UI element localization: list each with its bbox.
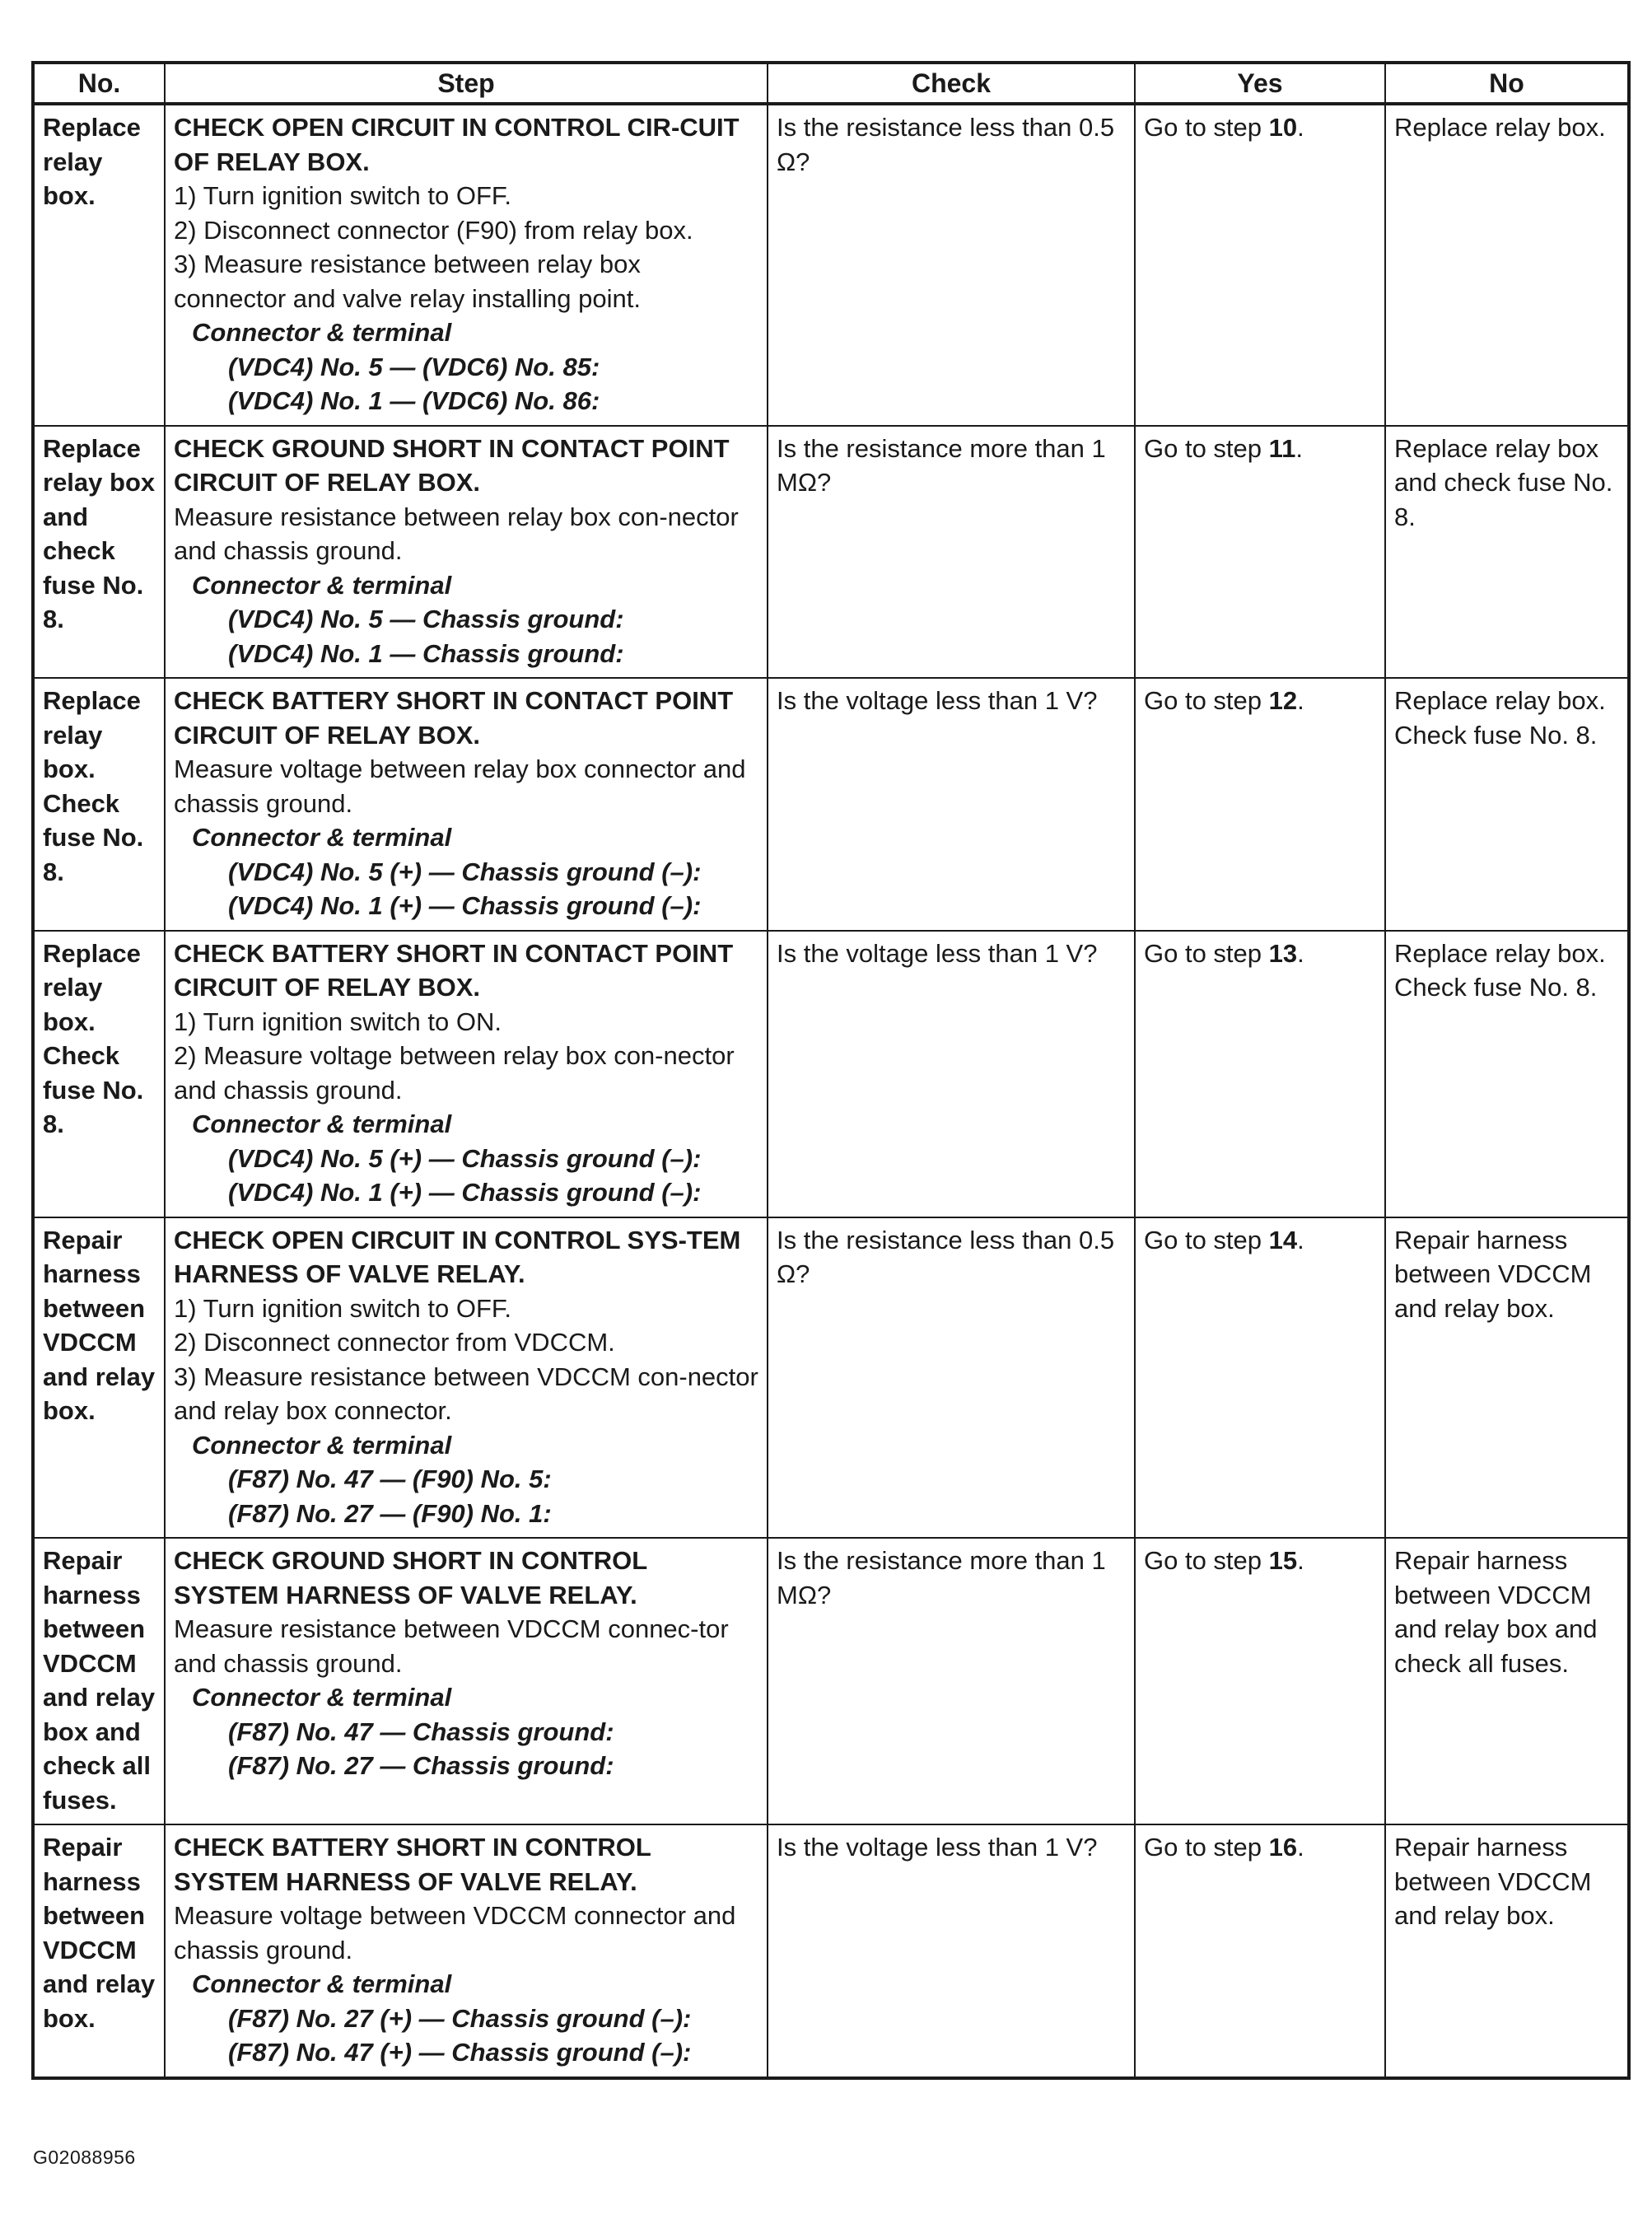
terminal-spec: (VDC4) No. 1 (+) — Chassis ground (–): bbox=[228, 1178, 702, 1207]
step-description bbox=[165, 678, 768, 931]
step-description bbox=[165, 1824, 768, 2078]
check-question: Is the resistance less than 0.5 Ω? bbox=[768, 104, 1135, 426]
yes-action-suffix: . bbox=[1297, 938, 1304, 968]
connector-terminal-label: Connector & terminal bbox=[192, 1110, 452, 1138]
terminal-spec: (F87) No. 47 — (F90) No. 5: bbox=[228, 1465, 552, 1493]
no-action: Repair harness between VDCCM and relay box and check all fuses. bbox=[1385, 1538, 1629, 1824]
connector-terminal-label: Connector & terminal bbox=[192, 318, 452, 347]
table-header-row bbox=[33, 63, 1629, 104]
check-question: Is the resistance more than 1 MΩ? bbox=[768, 426, 1135, 679]
terminal-spec: (F87) No. 47 (+) — Chassis ground (–): bbox=[228, 2038, 692, 2067]
yes-action bbox=[1135, 931, 1385, 1217]
terminal-spec: (VDC4) No. 5 (+) — Chassis ground (–): bbox=[228, 857, 702, 886]
step-instruction: 3) Measure resistance between VDCCM con-nector and relay box connector. bbox=[174, 1362, 758, 1425]
yes-next-step: 10 bbox=[1268, 113, 1298, 142]
step-instruction: 3) Measure resistance between relay box connector and valve relay installing point. bbox=[174, 250, 641, 313]
yes-next-step: 14 bbox=[1268, 1225, 1298, 1254]
terminal-spec: (VDC4) No. 5 (+) — Chassis ground (–): bbox=[228, 1143, 702, 1173]
yes-next-step: 13 bbox=[1268, 938, 1298, 968]
terminal-spec: (F87) No. 47 — Chassis ground: bbox=[228, 1717, 614, 1746]
yes-action bbox=[1135, 104, 1385, 426]
table-body bbox=[33, 104, 1629, 2078]
diagnostic-procedure-document bbox=[31, 61, 1627, 2080]
header-no-result: No bbox=[1385, 63, 1629, 104]
terminal-spec: (VDC4) No. 5 — Chassis ground: bbox=[228, 605, 624, 633]
yes-action-suffix: . bbox=[1297, 113, 1304, 142]
header-yes: Yes bbox=[1135, 63, 1385, 104]
check-question: Is the resistance more than 1 MΩ? bbox=[768, 1538, 1135, 1824]
step-instruction: 1) Turn ignition switch to OFF. bbox=[174, 181, 512, 210]
yes-action bbox=[1135, 678, 1385, 931]
step-title: CHECK GROUND SHORT IN CONTACT POINT CIRCUIT OF RELAY BOX. bbox=[174, 433, 730, 497]
step-instruction: Measure voltage between VDCCM connector and chassis ground. bbox=[174, 1901, 736, 1964]
terminal-spec: (VDC4) No. 1 — (VDC6) No. 86: bbox=[228, 386, 600, 415]
step-title: CHECK GROUND SHORT IN CONTROL SYSTEM HARNESS OF VALVE RELAY. bbox=[174, 1546, 647, 1609]
step-instruction: 1) Turn ignition switch to ON. bbox=[174, 1007, 502, 1036]
step-instruction: 2) Measure voltage between relay box con-nector and chassis ground. bbox=[174, 1041, 735, 1105]
step-description bbox=[165, 1538, 768, 1824]
step-instruction: Measure voltage between relay box connector and chassis ground. bbox=[174, 754, 746, 818]
table-row bbox=[33, 426, 1629, 679]
step-description bbox=[165, 931, 768, 1217]
check-question: Is the resistance less than 0.5 Ω? bbox=[768, 1217, 1135, 1539]
step-title: CHECK OPEN CIRCUIT IN CONTROL CIR-CUIT OF RELAY BOX. bbox=[174, 113, 740, 176]
yes-next-step: 16 bbox=[1268, 1833, 1298, 1862]
terminal-spec: (F87) No. 27 — (F90) No. 1: bbox=[228, 1498, 552, 1528]
yes-action-suffix: . bbox=[1297, 686, 1304, 715]
yes-action-suffix: . bbox=[1297, 1833, 1304, 1862]
table-row bbox=[33, 931, 1629, 1217]
step-number: Repair harness between VDCCM and relay box and check all fuses. bbox=[33, 1538, 165, 1824]
yes-action bbox=[1135, 426, 1385, 679]
connector-terminal-label: Connector & terminal bbox=[192, 823, 452, 852]
connector-terminal-label: Connector & terminal bbox=[192, 1683, 452, 1712]
yes-action-prefix: Go to step bbox=[1144, 938, 1269, 968]
step-number: Replace relay box. Check fuse No. 8. bbox=[33, 678, 165, 931]
figure-id: G02088956 bbox=[33, 2147, 136, 2168]
yes-action-prefix: Go to step bbox=[1144, 433, 1269, 463]
yes-action bbox=[1135, 1538, 1385, 1824]
step-instruction: 2) Disconnect connector from VDCCM. bbox=[174, 1328, 615, 1357]
header-no: No. bbox=[33, 63, 165, 104]
terminal-spec: (F87) No. 27 (+) — Chassis ground (–): bbox=[228, 2003, 692, 2033]
step-title: CHECK OPEN CIRCUIT IN CONTROL SYS-TEM HARNESS OF VALVE RELAY. bbox=[174, 1225, 741, 1288]
check-question: Is the voltage less than 1 V? bbox=[768, 931, 1135, 1217]
no-action: Repair harness between VDCCM and relay box. bbox=[1385, 1824, 1629, 2078]
table-row bbox=[33, 1824, 1629, 2078]
terminal-spec: (VDC4) No. 1 (+) — Chassis ground (–): bbox=[228, 891, 702, 920]
table-row bbox=[33, 1217, 1629, 1539]
terminal-spec: (F87) No. 27 — Chassis ground: bbox=[228, 1751, 614, 1780]
step-number: Replace relay box. Check fuse No. 8. bbox=[33, 931, 165, 1217]
yes-action-prefix: Go to step bbox=[1144, 686, 1269, 715]
terminal-spec: (VDC4) No. 1 — Chassis ground: bbox=[228, 638, 624, 668]
step-description bbox=[165, 104, 768, 426]
yes-action-prefix: Go to step bbox=[1144, 1546, 1269, 1575]
step-number: Repair harness between VDCCM and relay box. bbox=[33, 1217, 165, 1539]
header-step: Step bbox=[165, 63, 768, 104]
step-description bbox=[165, 426, 768, 679]
no-action: Repair harness between VDCCM and relay box. bbox=[1385, 1217, 1629, 1539]
header-check: Check bbox=[768, 63, 1135, 104]
check-question: Is the voltage less than 1 V? bbox=[768, 678, 1135, 931]
step-number: Repair harness between VDCCM and relay box. bbox=[33, 1824, 165, 2078]
terminal-spec: (VDC4) No. 5 — (VDC6) No. 85: bbox=[228, 352, 600, 381]
yes-action-prefix: Go to step bbox=[1144, 113, 1269, 142]
yes-next-step: 12 bbox=[1268, 686, 1298, 715]
connector-terminal-label: Connector & terminal bbox=[192, 1969, 452, 1998]
yes-next-step: 15 bbox=[1268, 1546, 1298, 1575]
table-row bbox=[33, 1538, 1629, 1824]
yes-action-suffix: . bbox=[1297, 1225, 1304, 1254]
yes-next-step: 11 bbox=[1268, 433, 1296, 463]
step-instruction: 1) Turn ignition switch to OFF. bbox=[174, 1293, 512, 1323]
no-action: Replace relay box and check fuse No. 8. bbox=[1385, 426, 1629, 679]
step-title: CHECK BATTERY SHORT IN CONTROL SYSTEM HARNESS OF VALVE RELAY. bbox=[174, 1833, 651, 1896]
no-action: Replace relay box. Check fuse No. 8. bbox=[1385, 678, 1629, 931]
no-action: Replace relay box. bbox=[1385, 104, 1629, 426]
connector-terminal-label: Connector & terminal bbox=[192, 570, 452, 600]
yes-action-suffix: . bbox=[1297, 1546, 1304, 1575]
step-instruction: Measure resistance between relay box con-nector and chassis ground. bbox=[174, 502, 739, 565]
step-title: CHECK BATTERY SHORT IN CONTACT POINT CIRCUIT OF RELAY BOX. bbox=[174, 686, 734, 750]
yes-action bbox=[1135, 1217, 1385, 1539]
yes-action-prefix: Go to step bbox=[1144, 1225, 1269, 1254]
step-description bbox=[165, 1217, 768, 1539]
yes-action-prefix: Go to step bbox=[1144, 1833, 1269, 1862]
yes-action bbox=[1135, 1824, 1385, 2078]
no-action: Replace relay box. Check fuse No. 8. bbox=[1385, 931, 1629, 1217]
step-number: Replace relay box. bbox=[33, 104, 165, 426]
yes-action-suffix: . bbox=[1295, 433, 1304, 463]
step-number: Replace relay box and check fuse No. 8. bbox=[33, 426, 165, 679]
diagnostic-table bbox=[31, 61, 1631, 2080]
step-title: CHECK BATTERY SHORT IN CONTACT POINT CIRCUIT OF RELAY BOX. bbox=[174, 938, 734, 1002]
check-question: Is the voltage less than 1 V? bbox=[768, 1824, 1135, 2078]
connector-terminal-label: Connector & terminal bbox=[192, 1430, 452, 1460]
table-row bbox=[33, 104, 1629, 426]
step-instruction: Measure resistance between VDCCM connec-tor and chassis ground. bbox=[174, 1614, 729, 1678]
table-row bbox=[33, 678, 1629, 931]
step-instruction: 2) Disconnect connector (F90) from relay box. bbox=[174, 215, 693, 245]
